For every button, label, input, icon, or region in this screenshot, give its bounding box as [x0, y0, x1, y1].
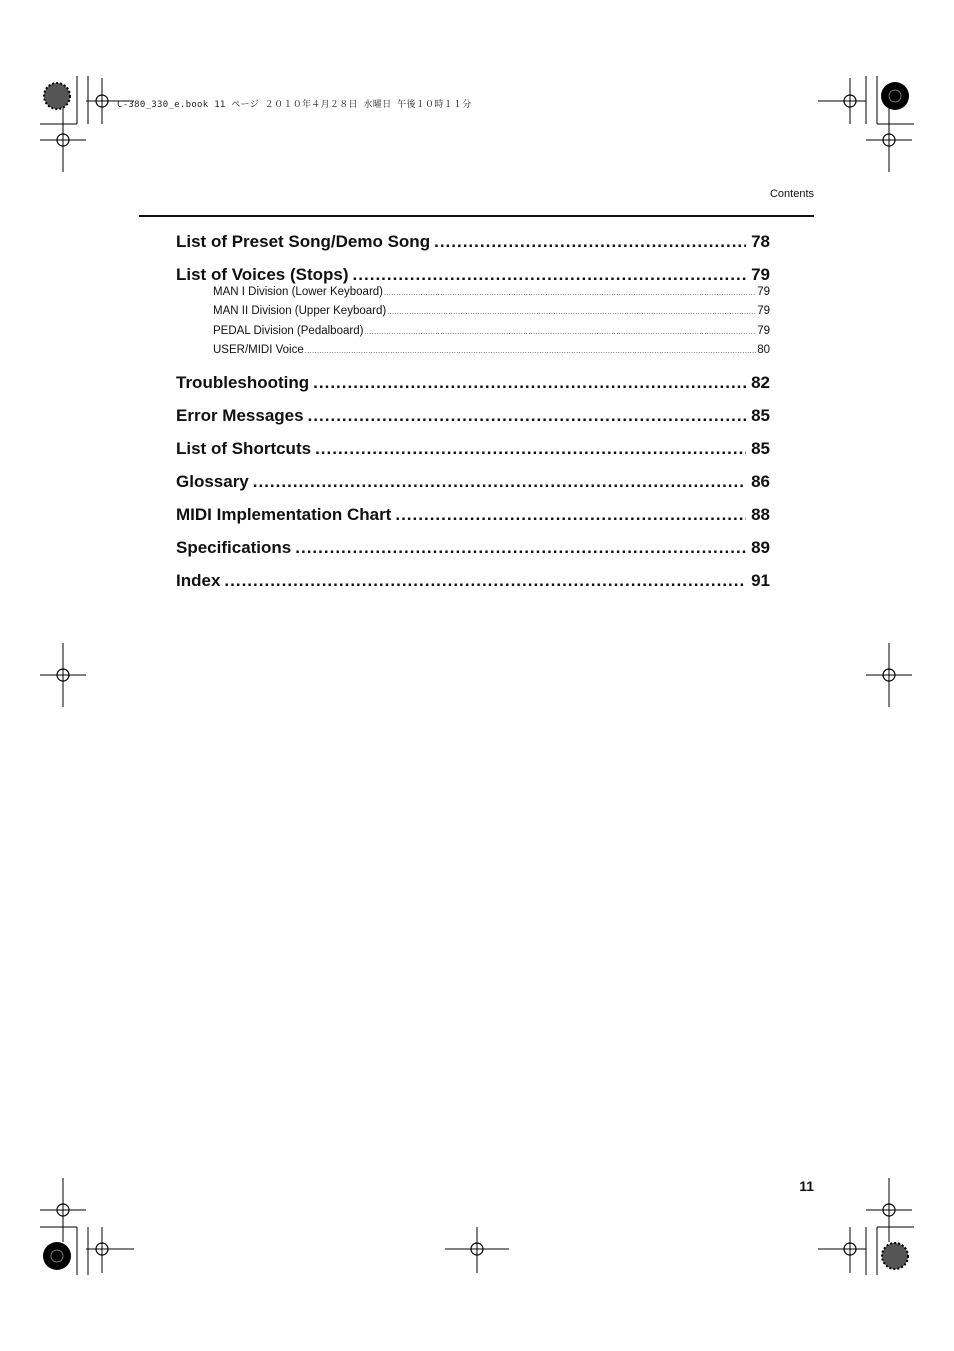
- dot-leader: [224, 571, 746, 591]
- toc-entry-page: 88: [751, 504, 770, 524]
- toc-entry-page: 82: [751, 372, 770, 392]
- toc-entry[interactable]: [176, 232, 770, 265]
- toc-entry-page: 79: [751, 265, 770, 284]
- toc-entry-title: List of Preset Song/Demo Song: [176, 232, 431, 251]
- dot-leader: [353, 265, 747, 285]
- dot-leader: [253, 472, 746, 492]
- page-number: 11: [799, 1178, 814, 1194]
- toc-subentry-page: 79: [757, 324, 770, 337]
- toc-entry-page: 86: [751, 471, 770, 491]
- toc-entry[interactable]: [176, 505, 770, 538]
- toc-entry-page: 89: [751, 537, 770, 557]
- toc-subentries: [176, 286, 770, 364]
- toc-entry[interactable]: [176, 571, 770, 604]
- toc-entry[interactable]: [176, 472, 770, 505]
- dot-leader: [315, 439, 746, 459]
- toc-subentry-page: 79: [757, 305, 770, 318]
- toc-entry-title: Troubleshooting: [176, 372, 310, 392]
- print-info-line: C-380_330_e.book 11 ページ ２０１０年４月２８日 水曜日 午後１０時１１分: [117, 100, 472, 110]
- toc-subentry-title: USER/MIDI Voice: [213, 344, 304, 357]
- toc-entry-title: Error Messages: [176, 405, 304, 425]
- toc-subentry-page: 80: [757, 344, 770, 357]
- toc-entry[interactable]: [176, 439, 770, 472]
- toc-entry-title: Index: [176, 570, 221, 590]
- toc-subentry-title: MAN I Division (Lower Keyboard): [213, 286, 384, 298]
- toc-entry-title: Glossary: [176, 471, 249, 491]
- toc-entry-page: 91: [751, 570, 770, 590]
- toc-entry[interactable]: [176, 538, 770, 571]
- dot-leader: [387, 309, 756, 316]
- toc-subentry[interactable]: [176, 305, 770, 324]
- running-head: Contents: [769, 188, 814, 200]
- toc-entry-title: Specifications: [176, 537, 292, 557]
- toc-subentry[interactable]: [176, 325, 770, 344]
- toc-subentry[interactable]: [176, 286, 770, 305]
- toc-entry-page: 78: [751, 232, 770, 251]
- toc-entry-page: 85: [751, 405, 770, 425]
- toc-entry-title: MIDI Implementation Chart: [176, 504, 392, 524]
- toc-subentry-page: 79: [757, 286, 770, 298]
- toc-subentry[interactable]: [176, 344, 770, 363]
- toc-entry-title: List of Voices (Stops): [176, 265, 349, 284]
- toc-entry[interactable]: [176, 373, 770, 406]
- header-rule: [139, 215, 814, 217]
- table-of-contents: [176, 232, 770, 604]
- dot-leader: [434, 232, 746, 252]
- toc-entry[interactable]: [176, 406, 770, 439]
- dot-leader: [384, 290, 756, 297]
- toc-subentry-title: MAN II Division (Upper Keyboard): [213, 305, 387, 318]
- dot-leader: [295, 538, 746, 558]
- dot-leader: [308, 406, 747, 426]
- toc-entry-page: 85: [751, 438, 770, 458]
- toc-entry-title: List of Shortcuts: [176, 438, 312, 458]
- dot-leader: [313, 373, 746, 393]
- dot-leader: [305, 348, 756, 355]
- dot-leader: [364, 329, 756, 336]
- dot-leader: [395, 505, 746, 525]
- toc-subentry-title: PEDAL Division (Pedalboard): [213, 324, 364, 337]
